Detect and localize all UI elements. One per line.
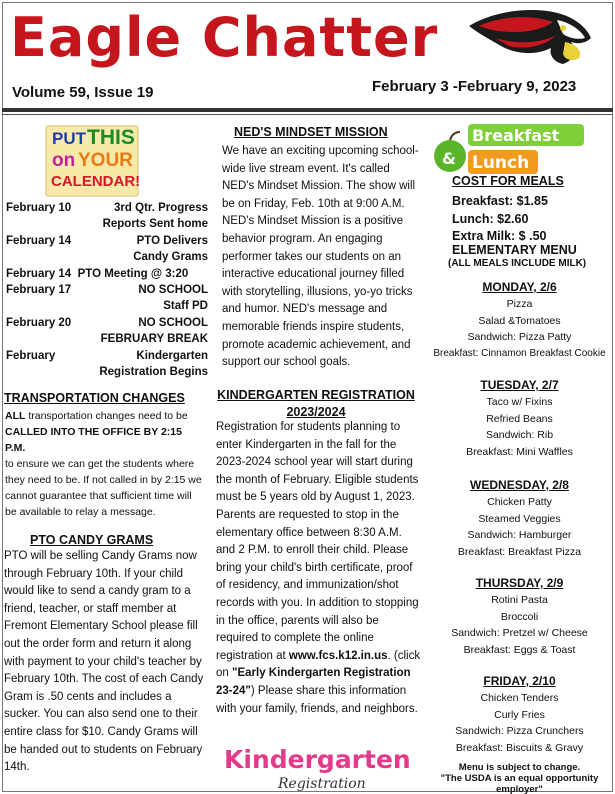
middle-column	[208, 116, 424, 794]
badge-on: on	[52, 150, 76, 171]
kindergarten-body: Registration for students planning to enter Kindergarten in the fall for the 2023-2024 school year will start during the month of February. Eligible students must be 5 years old by August 1, 2023. Parents are requested to stop in the elementary office between 8:30 A.M. and 2 P.M. to enroll their child. Please bring your child's birth certificate, proof of residency, and immunization/shot records with you. In addition to stopping in the office, parents will also be required to complete the online registration at www.fcs.k12.in.us. (click on "Early Kindergarten Registration 23-24") Please share this information with your family, friends, and neighbors.	[216, 421, 421, 715]
menu-item: Taco w/ Fixins	[486, 396, 553, 408]
menu-heading: ELEMENTARY MENU	[452, 243, 577, 257]
ned-body: We have an exciting upcoming school-wide live stream event. It's called NED's Mindset Mission. The show will be on Friday, Feb. 10th at 9:00 A.M. NED's Mindset Mission is a positive behavior program. An engaging performer takes our students on an interactive educational journey filled with storytelling, illusions, yo-yo tricks and humor. NED's message and memorable friends inspire students, promote academic achievement, and support our school goals.	[222, 145, 419, 369]
menu-item: Sandwich: Pretzel w/ Cheese	[451, 627, 588, 639]
menu-item: Salad &Tomatoes	[478, 314, 561, 327]
breakfast-price: Breakfast: $1.85	[452, 194, 548, 208]
registration-url[interactable]: www.fcs.k12.in.us	[288, 649, 388, 662]
menu-item: Steamed Veggies	[478, 512, 561, 525]
menu-day-tuesday	[424, 376, 615, 460]
meal-cost-heading: COST FOR MEALS	[452, 174, 564, 188]
volume-issue: Volume 59, Issue 19	[12, 84, 154, 101]
menu-item: Chicken Patty	[487, 496, 552, 508]
calendar-event: PTO Delivers Candy Grams	[133, 235, 208, 263]
menu-day-title: WEDNESDAY, 2/8	[470, 478, 569, 492]
menu-item: Pizza	[506, 298, 533, 310]
menu-day-wednesday	[424, 476, 615, 560]
menu-day-monday	[424, 278, 615, 362]
menu-item: Breakfast: Cinnamon Breakfast Cookie	[433, 347, 606, 359]
right-column	[424, 116, 615, 794]
menu-item: Breakfast: Mini Waffles	[466, 445, 573, 458]
calendar-date: February 20	[6, 317, 72, 329]
calendar-date: February 17	[6, 284, 72, 296]
menu-item: Refried Beans	[486, 412, 553, 425]
header-divider-thin	[2, 114, 613, 115]
newsletter-title: Eagle Chatter	[10, 6, 439, 69]
lunch-price: Lunch: $2.60	[452, 212, 529, 226]
issue-dates: February 3 -February 9, 2023	[372, 78, 577, 95]
eagle-mascot-icon	[465, 4, 595, 76]
extra-milk-price: Extra Milk: $ .50	[452, 229, 547, 243]
breakfast-lunch-logo	[430, 120, 590, 180]
menu-day-title: MONDAY, 2/6	[482, 280, 557, 294]
menu-item: Chicken Tenders	[480, 692, 559, 704]
logo-breakfast-word: Breakfast	[472, 126, 560, 145]
menu-item: Breakfast: Eggs & Toast	[463, 643, 576, 656]
calendar-event: 3rd Qtr. Progress Reports Sent home	[102, 202, 208, 230]
calendar-event: Kindergarten Registration Begins	[99, 350, 208, 378]
badge-your: YOUR	[78, 150, 133, 171]
menu-day-title: TUESDAY, 2/7	[480, 378, 559, 392]
calendar-date: February	[6, 350, 56, 362]
early-registration-link[interactable]: "Early Kindergarten Registration 23-24"	[216, 667, 411, 697]
badge-this: THIS	[87, 126, 135, 149]
menu-day-title: FRIDAY, 2/10	[483, 674, 556, 688]
logo-amp: &	[442, 149, 456, 168]
calendar-event: NO SCHOOL FEBRUARY BREAK	[100, 317, 208, 345]
menu-item: Broccoli	[500, 610, 539, 623]
menu-footnote: Menu is subject to change. "The USDA is an equal opportunity employer"	[440, 762, 599, 794]
transportation-heading: TRANSPORTATION CHANGES	[4, 391, 185, 405]
kg-logo-word: Kindergarten	[224, 745, 411, 774]
badge-put: PUT	[52, 129, 86, 148]
pto-heading: PTO CANDY GRAMS	[30, 533, 154, 547]
menu-item: Sandwich: Rib	[485, 429, 554, 441]
badge-calendar: CALENDAR!	[51, 173, 140, 190]
menu-item: Breakfast: Breakfast Pizza	[457, 545, 582, 558]
menu-item: Breakfast: Biscuits & Gravy	[455, 741, 584, 754]
menu-item: Curly Fries	[494, 708, 545, 721]
calendar-date: February 14	[6, 235, 72, 247]
calendar-event: February 14 PTO Meeting @ 3:20	[6, 268, 189, 280]
menu-day-thursday	[424, 574, 615, 658]
menu-item: Sandwich: Pizza Patty	[467, 331, 572, 343]
put-this-on-your-calendar-badge	[44, 122, 140, 198]
menu-item: Rotini Pasta	[491, 594, 548, 606]
calendar-event: NO SCHOOL Staff PD	[138, 284, 208, 312]
pto-body: PTO will be selling Candy Grams now through February 10th. If your child would like to send a candy gram to a friend, teacher, or staff member at Fremont Elementary School please fill out the order form and return it along with payment to your child's teacher by February 10th. The cost of each Candy Gram is .50 cents and includes a sucker. You can also send one to their entire class for $10. Candy Grams will be handed out to students on February 14th.	[4, 550, 204, 774]
transportation-body: ALL transportation changes need to be CALLED INTO THE OFFICE BY 2:15 P.M. to ensure we can get the students where they need to be. If not called in by 2:15 we cannot guarantee that sufficient time will be available to relay a message.	[5, 410, 202, 518]
ned-heading: NED'S MINDSET MISSION	[234, 125, 388, 139]
left-column	[0, 116, 208, 794]
menu-subtitle: (ALL MEALS INCLUDE MILK)	[448, 258, 587, 269]
menu-day-friday	[424, 672, 615, 756]
kindergarten-heading: KINDERGARTEN REGISTRATION 2023/2024	[217, 388, 415, 419]
menu-item: Sandwich: Pizza Crunchers	[455, 725, 584, 737]
kindergarten-registration-logo	[218, 738, 424, 792]
menu-item: Sandwich: Hamburger	[467, 529, 572, 541]
kg-logo-sub: Registration	[278, 776, 366, 792]
menu-day-title: THURSDAY, 2/9	[475, 576, 564, 590]
calendar-date: February 10	[6, 202, 72, 214]
header-divider	[2, 108, 613, 112]
logo-lunch-word: Lunch	[472, 153, 530, 173]
